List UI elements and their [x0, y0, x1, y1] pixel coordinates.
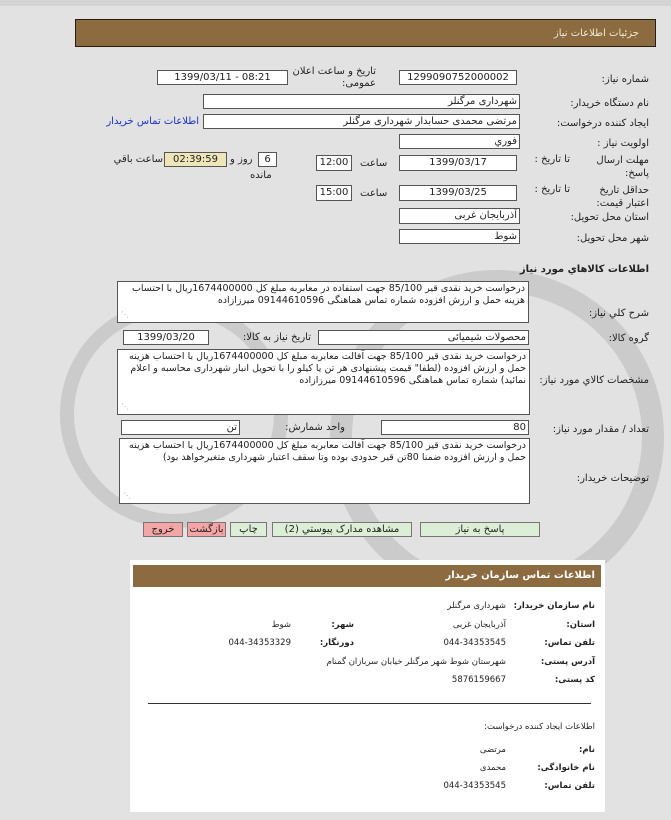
announce-label: تاریخ و ساعت اعلان عمومی:	[292, 66, 376, 89]
group-field[interactable]: محصولات شیمیائی	[318, 330, 529, 345]
creator-info-title: اطلاعات ایجاد کننده درخواست:	[484, 722, 595, 732]
creator-family: محمدی	[479, 763, 506, 773]
contact-province: آذربایجان غربی	[452, 620, 506, 630]
contact-city: شوط	[271, 620, 291, 630]
reply-to-date-label: تا تاریخ :	[534, 154, 570, 165]
city-field[interactable]: شوط	[399, 229, 520, 244]
priority-field[interactable]: فوري	[399, 134, 520, 149]
need-number-label: شماره نیاز:	[601, 74, 649, 85]
top-strip	[0, 0, 671, 6]
contact-divider	[148, 703, 591, 704]
summary-label: شرح کلي نیاز:	[588, 308, 649, 319]
need-date-field[interactable]: 1399/03/20	[123, 330, 209, 345]
summary-text: درخواست خرید نقدی قیر 85/100 جهت استفاده در معابربه مبلغ کل 1674400000ریال با احتساب هزینه حمل و ارزش افزوده شماره تماس هماهنگی 09144610596 میرزازاده	[131, 283, 525, 306]
attachments-button[interactable]: مشاهده مدارک پیوستي (2)	[272, 522, 412, 537]
creator-family-label: نام خانوادگی:	[537, 763, 595, 773]
province-field[interactable]: آذربایجان غربی	[399, 208, 520, 224]
resize-grip-icon[interactable]: ⋰	[123, 491, 131, 500]
contact-panel-title: اطلاعات تماس سازمان خریدار	[133, 565, 601, 587]
contact-address-label: آدرس پستی:	[540, 657, 595, 667]
spec-textarea[interactable]	[117, 349, 530, 415]
qty-field[interactable]: 80	[381, 420, 529, 435]
contact-fax: 044-34353329	[228, 638, 291, 648]
validity-time-field[interactable]: 15:00	[316, 185, 352, 201]
spec-label: مشخصات کالاي مورد نیاز:	[539, 375, 649, 386]
contact-org: شهرداری مرگنلر	[447, 601, 506, 611]
contact-postal: 5876159667	[451, 675, 506, 685]
contact-org-label: نام سازمان خریدار:	[513, 601, 595, 611]
validity-to-date-label: تا تاریخ :	[534, 184, 570, 195]
buyer-contact-link[interactable]: اطلاعات تماس خریدار	[106, 116, 199, 127]
creator-label: ایجاد کننده درخواست:	[556, 118, 649, 129]
notes-textarea[interactable]	[119, 438, 530, 504]
contact-city-label: شهر:	[331, 620, 354, 630]
page-header: جزئیات اطلاعات نیاز	[75, 19, 656, 47]
reply-time-field[interactable]: 12:00	[316, 155, 352, 171]
contact-phone: 044-34353545	[443, 638, 506, 648]
goods-section-title: اطلاعات کالاهاي مورد نیاز	[519, 264, 649, 275]
validity-date-field[interactable]: 1399/03/25	[399, 185, 517, 201]
buyer-contact-panel	[130, 560, 605, 812]
contact-address: شهرستان شوط شهر مرگنلر خیابان سربازان گمنام	[326, 657, 506, 667]
remaining-label-2: مانده	[250, 170, 272, 181]
announce-field[interactable]: 1399/03/11 - 08:21	[157, 70, 288, 85]
contact-province-label: استان:	[566, 620, 595, 630]
print-button[interactable]: چاپ	[230, 522, 267, 537]
exit-button[interactable]: خروج	[143, 522, 183, 537]
creator-field[interactable]: مرتضی محمدی حسابدار شهرداری مرگنلر	[203, 114, 520, 129]
group-label: گروه کالا:	[608, 333, 649, 344]
creator-phone-label: تلفن تماس:	[544, 781, 595, 791]
notes-text: درخواست خرید نقدی قیر 85/100 جهت آفالت معابربه مبلغ کل 1674400000ریال با احتساب هزینه حمل و ارزش افزوده ضمنا 80تن قیر حدودی بوده وتا سقف اعتبار شهرداری متغیرخواهد بود)	[129, 440, 526, 463]
creator-name-label: نام:	[578, 745, 595, 755]
province-label: استان محل تحویل:	[570, 212, 649, 223]
creator-phone: 044-34353545	[443, 781, 506, 791]
contact-postal-label: کد پستی:	[554, 675, 595, 685]
reply-date-field[interactable]: 1399/03/17	[399, 155, 517, 171]
spec-text: درخواست خرید نقدی قیر 85/100 جهت آفالت معابربه مبلغ کل 1674400000ریال با احتساب هزینه حمل و ارزش افزوده (لطفا" قیمت پیشنهادی هر تن یا کیلو را با تحویل انبار شهرداری محاسبه و اعلام نمائید) شماره تماس هماهنگی 09144610596 میرزازاده	[129, 351, 526, 386]
days-remaining: 6	[258, 152, 277, 167]
qty-label: تعداد / مقدار مورد نیاز:	[552, 424, 649, 435]
need-number-field[interactable]: 1299090752000002	[399, 70, 517, 85]
reply-deadline-label: مهلت ارسال پاسخ:	[596, 155, 649, 179]
validity-label: حداقل تاریخ اعتبار قیمت:	[596, 185, 649, 209]
unit-field[interactable]: تن	[121, 420, 240, 435]
contact-fax-label: دورنگار:	[319, 638, 354, 648]
buyer-org-field[interactable]: شهرداری مرگنلر	[203, 94, 520, 109]
resize-grip-icon[interactable]: ⋰	[121, 402, 129, 411]
priority-label: اولویت نیاز :	[597, 138, 649, 149]
unit-label: واحد شمارش:	[285, 422, 345, 433]
time-remaining: 02:39:59	[164, 152, 227, 167]
need-date-label: تاریخ نیاز به کالا:	[242, 332, 311, 343]
reply-button[interactable]: پاسخ به نیاز	[420, 522, 540, 537]
resize-grip-icon[interactable]: ⋰	[121, 310, 129, 319]
validity-time-label: ساعت	[360, 188, 388, 199]
city-label: شهر محل تحویل:	[576, 233, 649, 244]
creator-name: مرتضی	[479, 745, 506, 755]
remaining-label: ساعت باقي	[113, 154, 163, 165]
buyer-org-label: نام دستگاه خریدار:	[570, 98, 649, 109]
notes-label: توضیحات خریدار:	[576, 473, 649, 484]
back-button[interactable]: بازگشت	[187, 522, 226, 537]
summary-textarea[interactable]	[117, 281, 529, 323]
days-label: روز و	[230, 154, 253, 165]
reply-time-label: ساعت	[360, 158, 388, 169]
contact-phone-label: تلفن تماس:	[544, 638, 595, 648]
